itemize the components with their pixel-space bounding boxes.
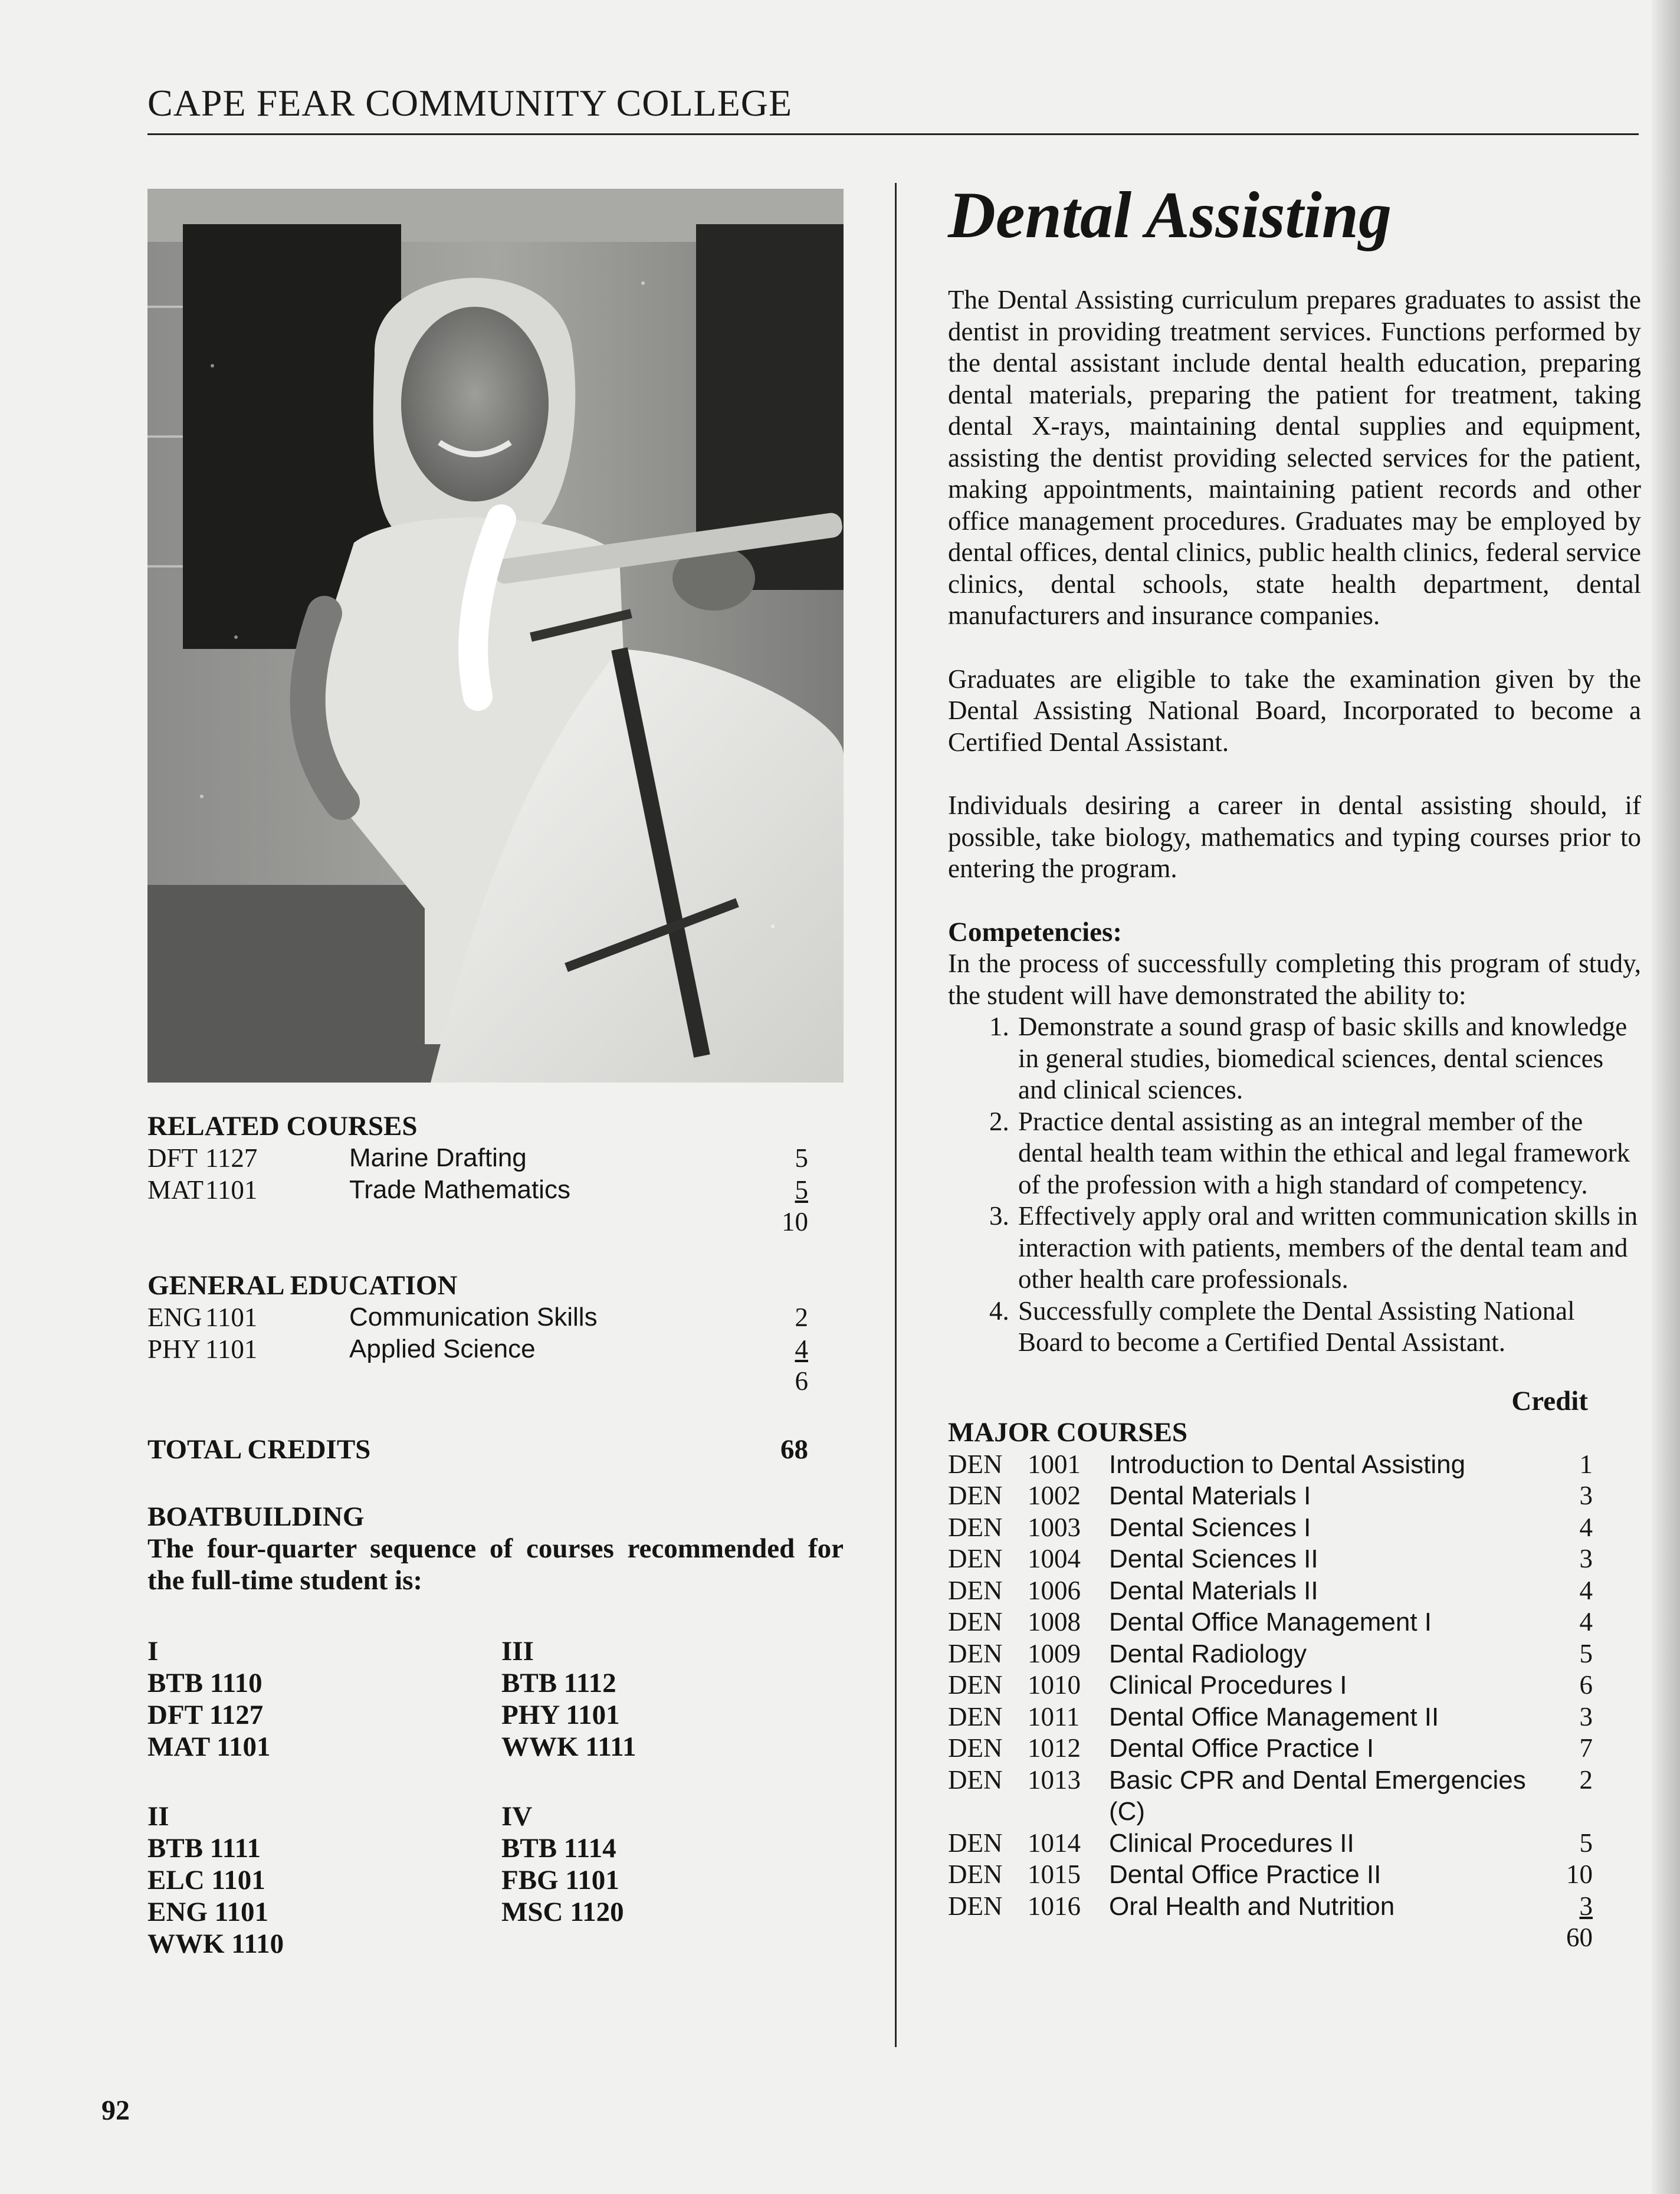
- course-number: 1004: [1028, 1544, 1081, 1573]
- course-credits: 7: [1579, 1733, 1593, 1763]
- course-credits: 5: [1579, 1828, 1593, 1858]
- list-item: WWK 1111: [501, 1731, 636, 1762]
- related-courses-list: [147, 1142, 808, 1238]
- course-credits: 10: [1566, 1860, 1593, 1889]
- list-item: ENG 1101: [147, 1897, 269, 1927]
- course-number: 1012: [1028, 1733, 1081, 1763]
- course-number: 1101: [205, 1175, 258, 1205]
- table-row: [948, 1859, 1593, 1891]
- course-credits: 5: [795, 1175, 808, 1205]
- course-code: DEN: [948, 1860, 1003, 1889]
- course-title: Dental Office Practice I: [1109, 1734, 1374, 1763]
- header-rule: [147, 133, 1639, 135]
- course-number: 1006: [1028, 1575, 1081, 1605]
- list-item: 4. Successfully complete the Dental Assisting National Board to become a Certified Dental Assistant.: [1016, 1296, 1641, 1359]
- page-number: 92: [101, 2095, 130, 2126]
- course-code: DEN: [948, 1512, 1003, 1542]
- course-number: 1014: [1028, 1828, 1081, 1858]
- course-number: 1127: [205, 1143, 258, 1173]
- table-row: [948, 1575, 1593, 1607]
- course-title: Dental Office Management I: [1109, 1608, 1432, 1637]
- list-item: BTB 1110: [147, 1668, 262, 1698]
- table-row: [948, 1701, 1593, 1733]
- course-title: Dental Radiology: [1109, 1639, 1307, 1668]
- course-code: DEN: [948, 1544, 1003, 1573]
- description-paragraph: Individuals desiring a career in dental assisting should, if possible, take biology, mathematics and typing courses prior to entering the program.: [948, 791, 1641, 883]
- column-divider: [895, 183, 897, 2047]
- course-number: 1101: [205, 1303, 258, 1332]
- course-title: Dental Sciences I: [1109, 1513, 1311, 1542]
- quarter-sequence: [147, 1635, 844, 1960]
- major-courses-list: [948, 1449, 1593, 1954]
- course-title: Dental Materials I: [1109, 1481, 1311, 1510]
- list-item: 3. Effectively apply oral and written communication skills in interaction with patients, members of the dental team and other health care professionals.: [1016, 1201, 1641, 1296]
- course-title: Dental Materials II: [1109, 1576, 1318, 1605]
- course-title: Introduction to Dental Assisting: [1109, 1449, 1466, 1479]
- quarter-block: [147, 1801, 501, 1960]
- course-code: DEN: [948, 1891, 1003, 1921]
- table-row: [948, 1606, 1593, 1638]
- table-row: [948, 1638, 1593, 1670]
- quarter-block: [501, 1801, 844, 1960]
- competencies-list: [948, 1011, 1641, 1359]
- course-title: Marine Drafting: [349, 1143, 527, 1172]
- course-credits: 4: [1579, 1607, 1593, 1637]
- course-code: DEN: [948, 1449, 1003, 1479]
- list-item: BTB 1112: [501, 1668, 616, 1698]
- program-title: Dental Assisting: [948, 179, 1392, 252]
- list-item: 1. Demonstrate a sound grasp of basic skills and knowledge in general studies, biomedical sciences, dental sciences and clinical sciences.: [1016, 1011, 1641, 1106]
- course-code: DEN: [948, 1575, 1003, 1605]
- boatbuilding-intro: The four-quarter sequence of courses recommended for the full-time student is:: [147, 1533, 844, 1596]
- course-number: 1101: [205, 1334, 258, 1364]
- list-item: WWK 1110: [147, 1929, 284, 1959]
- course-code: DEN: [948, 1481, 1003, 1510]
- subtotal-row: [147, 1206, 808, 1238]
- course-credits: 3: [1579, 1891, 1593, 1921]
- page-edge-shadow: [1652, 0, 1680, 2194]
- list-item: MAT 1101: [147, 1731, 271, 1762]
- course-credits: 4: [1579, 1512, 1593, 1542]
- table-row: [147, 1142, 808, 1174]
- course-number: 1008: [1028, 1607, 1081, 1637]
- course-title: Dental Sciences II: [1109, 1544, 1318, 1573]
- description-paragraph: Graduates are eligible to take the examination given by the Dental Assisting National Board, Incorporated to become a Certified Dental Assistant.: [948, 664, 1641, 757]
- subtotal-row: [147, 1365, 808, 1397]
- list-item: PHY 1101: [501, 1700, 620, 1730]
- table-row: [948, 1449, 1593, 1481]
- course-credits: 1: [1579, 1449, 1593, 1479]
- table-row: [147, 1174, 808, 1206]
- general-education-title: GENERAL EDUCATION: [147, 1270, 458, 1301]
- list-item: BTB 1111: [147, 1833, 261, 1864]
- table-row: [948, 1512, 1593, 1544]
- course-credits: 6: [1579, 1670, 1593, 1700]
- competencies-intro: In the process of successfully completing this program of study, the student will have demonstrated the ability to:: [948, 949, 1641, 1010]
- course-number: 1009: [1028, 1638, 1081, 1668]
- table-row: [948, 1733, 1593, 1765]
- list-item: DFT 1127: [147, 1700, 264, 1730]
- course-code: DFT: [147, 1143, 198, 1173]
- list-item: MSC 1120: [501, 1897, 624, 1927]
- major-courses-title: MAJOR COURSES: [948, 1417, 1188, 1448]
- student-photo: [147, 189, 844, 1083]
- running-header: CAPE FEAR COMMUNITY COLLEGE: [147, 82, 793, 124]
- course-code: DEN: [948, 1607, 1003, 1637]
- table-row: [948, 1828, 1593, 1860]
- credit-column-header: Credit: [1511, 1385, 1588, 1416]
- right-column: [948, 177, 1641, 1954]
- list-item: ELC 1101: [147, 1865, 265, 1895]
- course-credits: 2: [1579, 1765, 1593, 1795]
- course-number: 1016: [1028, 1891, 1081, 1921]
- boatbuilding-title: BOATBUILDING: [147, 1501, 365, 1532]
- general-subtotal: 6: [795, 1366, 808, 1396]
- table-row: [948, 1480, 1593, 1512]
- course-code: PHY: [147, 1334, 201, 1364]
- quarter-label: IV: [501, 1801, 533, 1832]
- course-credits: 3: [1579, 1544, 1593, 1573]
- course-number: 1011: [1028, 1701, 1080, 1731]
- course-code: DEN: [948, 1828, 1003, 1858]
- table-row: [948, 1891, 1593, 1923]
- course-title: Applied Science: [349, 1334, 536, 1363]
- quarter-label: II: [147, 1801, 169, 1832]
- list-item: FBG 1101: [501, 1865, 619, 1895]
- table-row: [147, 1301, 808, 1333]
- table-row: [948, 1670, 1593, 1701]
- related-subtotal: 10: [782, 1207, 808, 1237]
- course-title: Communication Skills: [349, 1303, 598, 1332]
- left-column: [147, 1110, 844, 1960]
- course-number: 1002: [1028, 1481, 1081, 1510]
- course-code: DEN: [948, 1733, 1003, 1763]
- table-row: [948, 1765, 1593, 1828]
- table-row: [948, 1543, 1593, 1575]
- course-credits: 3: [1579, 1481, 1593, 1510]
- course-code: DEN: [948, 1765, 1003, 1795]
- course-credits: 5: [1579, 1638, 1593, 1668]
- course-code: DEN: [948, 1701, 1003, 1731]
- course-code: ENG: [147, 1303, 202, 1332]
- table-row: [147, 1333, 808, 1365]
- course-title: Dental Office Management II: [1109, 1702, 1439, 1731]
- general-education-list: [147, 1301, 808, 1397]
- course-title: Trade Mathematics: [349, 1175, 570, 1204]
- subtotal-row: [948, 1922, 1593, 1954]
- course-credits: 4: [795, 1334, 808, 1364]
- list-item: 2. Practice dental assisting as an integral member of the dental health team within the ethical and legal framework of the profession with a high standard of competency.: [1016, 1106, 1641, 1201]
- list-item: BTB 1114: [501, 1833, 616, 1864]
- course-title: Basic CPR and Dental Emergencies (C): [1109, 1765, 1526, 1826]
- course-number: 1003: [1028, 1512, 1081, 1542]
- course-title: Oral Health and Nutrition: [1109, 1891, 1395, 1921]
- course-credits: 5: [795, 1143, 808, 1173]
- competencies-title: Competencies:: [948, 916, 1122, 947]
- quarter-block: [501, 1635, 844, 1763]
- total-credits-row: [147, 1434, 808, 1465]
- description-paragraph: The Dental Assisting curriculum prepares graduates to assist the dentist in providing treatment services. Functions performed by the dental assistant include dental health education, preparing dental materials, preparing the patient for treatment, taking dental X-rays, maintaining dental supplies and equipment, assisting the dentist providing selected services for the patient, making appointments, maintaining patient records and other office management procedures. Graduates may be employed by dental offices, dental clinics, public health clinics, federal service clinics, dental schools, state health department, dental manufacturers and insurance companies.: [948, 285, 1641, 630]
- related-courses-title: RELATED COURSES: [147, 1111, 418, 1142]
- course-code: DEN: [948, 1670, 1003, 1700]
- quarter-block: [147, 1635, 501, 1763]
- course-title: Clinical Procedures I: [1109, 1671, 1347, 1700]
- quarter-label: I: [147, 1636, 159, 1667]
- course-number: 1015: [1028, 1860, 1081, 1889]
- course-title: Clinical Procedures II: [1109, 1828, 1354, 1858]
- course-number: 1001: [1028, 1449, 1081, 1479]
- quarter-label: III: [501, 1636, 534, 1667]
- total-credits-label: TOTAL CREDITS: [147, 1434, 371, 1465]
- course-number: 1013: [1028, 1765, 1081, 1795]
- major-subtotal: 60: [1566, 1923, 1593, 1952]
- course-credits: 4: [1579, 1575, 1593, 1605]
- course-credits: 3: [1579, 1701, 1593, 1731]
- course-credits: 2: [795, 1303, 808, 1332]
- course-number: 1010: [1028, 1670, 1081, 1700]
- course-code: DEN: [948, 1638, 1003, 1668]
- course-code: MAT: [147, 1175, 204, 1205]
- course-title: Dental Office Practice II: [1109, 1860, 1382, 1889]
- total-credits-value: 68: [780, 1434, 808, 1465]
